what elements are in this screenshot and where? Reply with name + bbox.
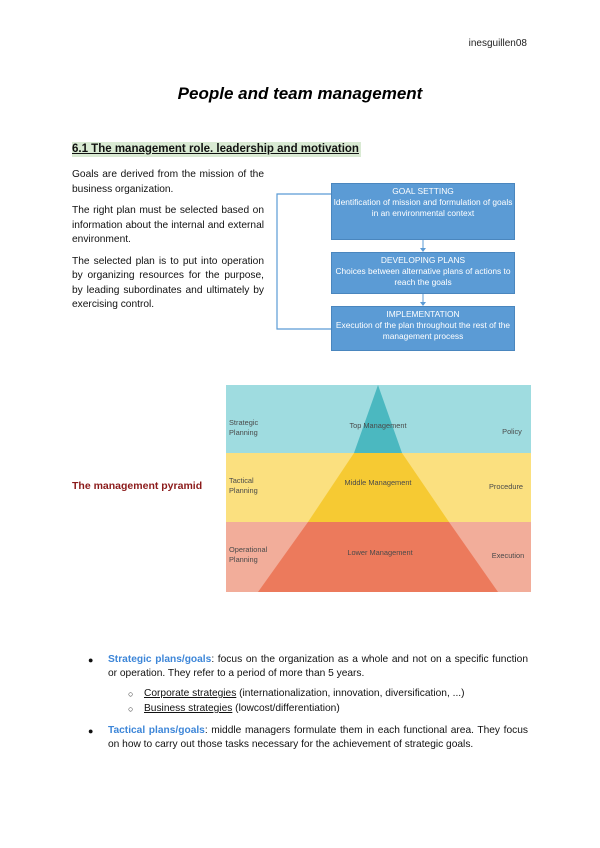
flow-box-implementation (331, 306, 515, 351)
bullet-icon: ● (88, 655, 94, 665)
flow-box-text: Choices between alternative plans of actions to reach the goals (335, 266, 511, 287)
pyramid-right-label: Execution (491, 551, 525, 560)
pyramid-center-label: Middle Management (344, 478, 412, 487)
sub-bullet-text: (internationalization, innovation, diversification, ...) (236, 688, 465, 699)
bullet-text: : focus on the organization as a whole and not on a specific function or operation. They refer to a period of more than 5 years. (108, 654, 528, 679)
plans-bullet-list (88, 653, 528, 760)
flow-box-developing-plans (331, 252, 515, 294)
flow-box-title: IMPLEMENTATION (386, 309, 460, 319)
section-heading: 6.1 The management role. leadership and motivation (72, 143, 359, 155)
sub-bullet-term: Business strategies (144, 703, 233, 714)
management-process-flowchart (275, 183, 520, 351)
sub-bullet-item (108, 702, 528, 716)
flow-box-text: Identification of mission and formulation of goals in an environmental context (333, 197, 513, 218)
feedback-loop-line (277, 194, 331, 329)
intro-paragraph: Goals are derived from the mission of the business organization. (72, 169, 264, 195)
sub-bullet-list (108, 687, 528, 716)
pyramid-left-label: Strategic Planning (229, 418, 259, 437)
circle-bullet-icon: ○ (128, 704, 134, 714)
bullet-lead: Tactical plans/goals (108, 725, 205, 736)
sub-bullet-text: (lowcost/differentiation) (232, 703, 340, 714)
pyramid-center-label: Top Management (349, 421, 407, 430)
sub-bullet-term: Corporate strategies (144, 688, 237, 699)
pyramid-right-label: Procedure (488, 482, 524, 491)
pyramid-left-label: Operational Planning (229, 545, 268, 564)
sub-bullet-item (108, 687, 528, 701)
management-pyramid (226, 385, 531, 592)
intro-paragraph: The selected plan is to put into operation by organizing resources for the purpose, by leading subordinates and ultimately by exercising control. (72, 255, 264, 310)
flow-box-goal-setting (331, 183, 515, 240)
pyramid-label: The management pyramid (72, 480, 203, 492)
bullet-lead: Strategic plans/goals (108, 654, 212, 665)
document-title: People and team management (177, 84, 423, 103)
circle-bullet-icon: ○ (128, 689, 134, 699)
intro-paragraph: The right plan must be selected based on information about the internal and external environment. (72, 205, 264, 245)
flow-box-title: GOAL SETTING (392, 186, 454, 196)
flow-box-text: Execution of the plan throughout the rest of the management process (335, 320, 511, 341)
bullet-text: : middle managers formulate them in each functional area. They focus on how to carry out those tasks necessary for the achievement of strategic goals. (108, 725, 528, 750)
bullet-icon: ● (88, 726, 94, 736)
pyramid-center-label: Lower Management (347, 548, 413, 557)
intro-text (72, 168, 264, 320)
author-name: inesguillen08 (468, 38, 527, 49)
flow-box-title: DEVELOPING PLANS (380, 255, 466, 265)
pyramid-right-label: Policy (502, 427, 522, 436)
bullet-item (88, 653, 528, 716)
pyramid-left-label: Tactical Planning (229, 476, 258, 495)
bullet-item (88, 724, 528, 752)
